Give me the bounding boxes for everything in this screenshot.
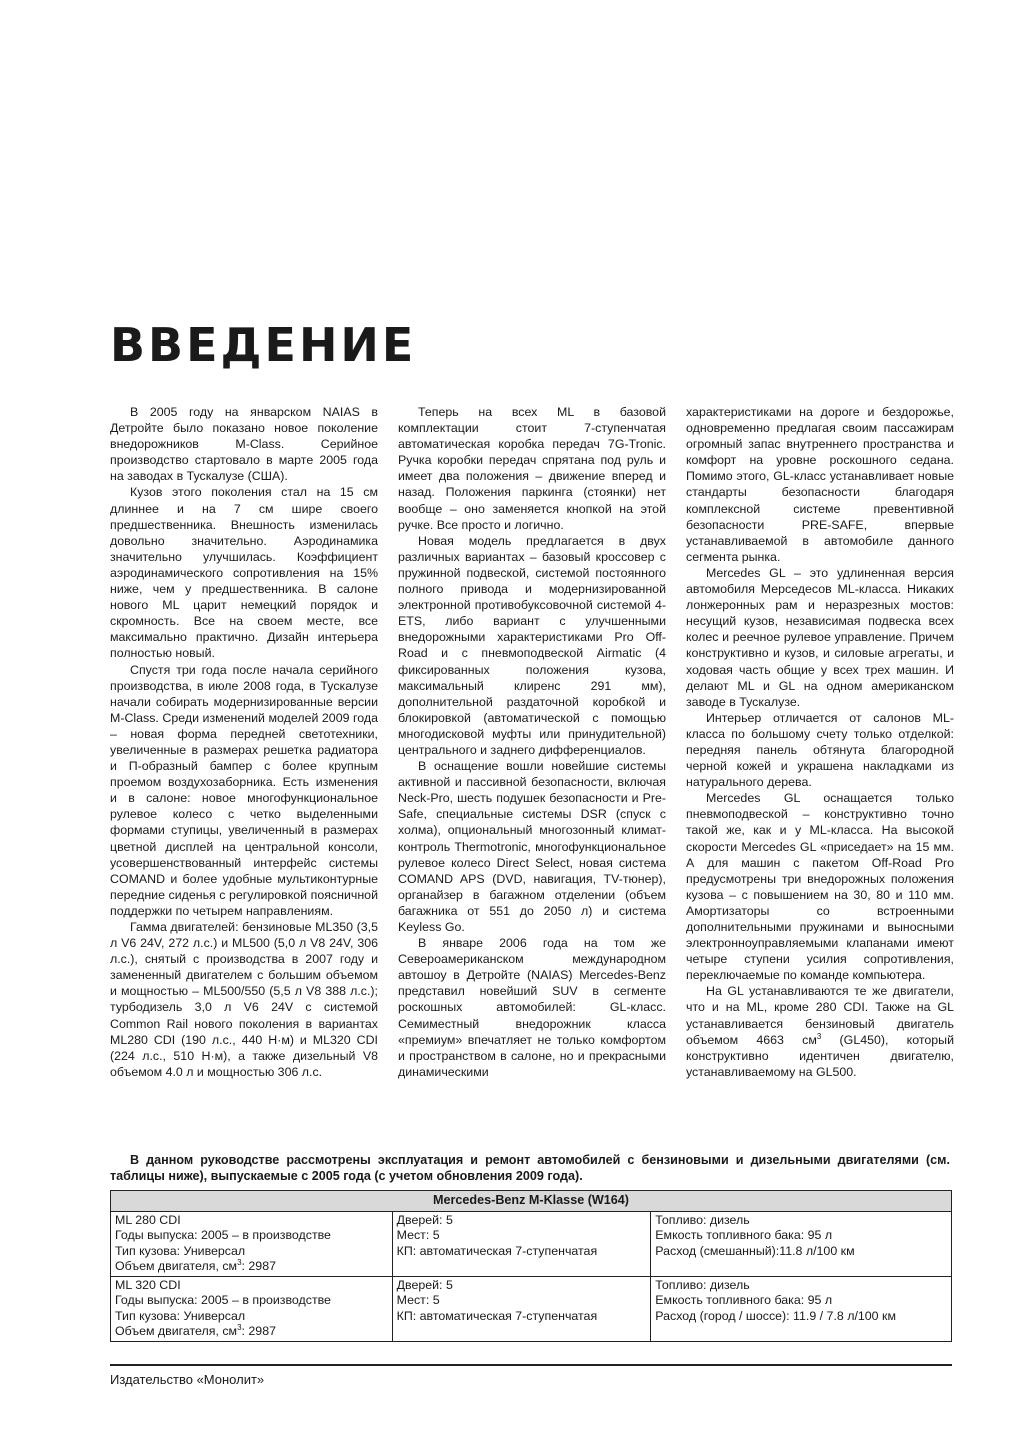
model-body: Тип кузова: Универсал bbox=[115, 1308, 246, 1323]
consumption: Расход (город / шоссе): 11.9 / 7.8 л/100 км bbox=[655, 1308, 896, 1323]
lead-paragraph: В данном руководстве рассмотрены эксплуатация и ремонт автомобилей с бензиновыми и дизельными двигателями (см. таблицы ниже), выпускаемые с 2005 года (с учетом обновления 2009 года). bbox=[110, 1153, 950, 1183]
seats: Мест: 5 bbox=[396, 1228, 440, 1242]
paragraph: В 2005 году на январском NAIAS в Детройте было показано новое поколение внедорожников M-Class. Серийное производство стартовало в марте 2005 года на заводах в Тускалузе (США). bbox=[110, 405, 378, 484]
page-title: ВВЕДЕНИЕ bbox=[110, 318, 417, 372]
column-3 bbox=[686, 404, 954, 1136]
paragraph: Mercedes GL оснащается только пневмоподвеской – конструктивно точно такой же, как и у ML-класса. На высокой скорости Mercedes GL «приседает» на 15 мм. А для машин с пакетом Off-Road Pro предусмотрены три внедорожных положения кузова – с повышением на 30, 80 и 110 мм. Амортизаторы со встроенными дополнительными пружинами и выносными электронноуправляемыми клапанами имеют четыре ступени усилия сопротивления, переключаемые по команде компьютера. bbox=[686, 791, 954, 983]
paragraph: Новая модель предлагается в двух различных вариантах – базовый кроссовер с пружинной подвеской, системой постоянного полного привода и модернизированной электронной противобуксовочной системой 4-ETS, либо вариант с улучшенными внедорожными характеристиками Pro Off-Road и с пневмоподвеской Airmatic (4 фиксированных положения кузова, максимальный клиренс 291 мм), дополнительной раздаточной коробкой и блокировкой (автоматической с помощью многодисковой муфты или принудительной) центрального и заднего дифференциалов. bbox=[398, 533, 666, 757]
displacement-label: Объем двигателя, см bbox=[115, 1259, 238, 1273]
paragraph: Кузов этого поколения стал на 15 см длиннее и на 7 см шире своего предшественника. Внешность изменилась довольно значительно. Аэродинамика значительно улучшилась. Коэффициент аэродинамического сопротивления на 15% ниже, чем у предшественника. В салоне нового ML царит немецкий порядок и скромность. Все на своем месте, все максимально практично. Дизайн интерьера полностью новый. bbox=[110, 485, 378, 661]
displacement-value: : 2987 bbox=[241, 1259, 276, 1273]
paragraph: Теперь на всех ML в базовой комплектации стоит 7-ступенчатая автоматическая коробка передач 7G-Tronic. Ручка коробки передач спрятана под руль и имеет два положения – движение вперед и назад. Положения паркинга (стоянки) нет вообще – оно заменяется кнопкой на этой ручке. Все просто и логично. bbox=[398, 405, 666, 532]
seats: Мест: 5 bbox=[396, 1293, 440, 1307]
doors: Дверей: 5 bbox=[396, 1212, 453, 1227]
fuel-cell bbox=[651, 1211, 952, 1276]
table-row bbox=[111, 1211, 952, 1276]
paragraph: Интерьер отличается от салонов ML-класса по большому счету только отделкой: передняя панель обтянута благородной черной кожей и украшена накладками из натурального дерева. bbox=[686, 710, 954, 790]
text-fragment: (GL450), который конструктивно идентичен двигателю, устанавливаемому на GL500. bbox=[686, 1032, 954, 1079]
doors: Дверей: 5 bbox=[396, 1277, 453, 1292]
paragraph: Спустя три года после начала серийного производства, в июле 2008 года, в Тускалузе начали собирать модернизированные версии M-Class. Среди изменений моделей 2009 года – новая форма передней светотехники, увеличенные в размерах решетка радиатора и П-образный бампер с более крупным проемом воздухозаборника. Есть изменения и в салоне: новое многофункциональное рулевое колесо с четко выделенными формами ступицы, увеличенный в размерах цветной дисплей на центральной консоли, усовершенствованный интерфейс системы COMAND и более удобные мультиконтурные передние сиденья с регулировкой поясничной поддержки по четырем направлениям. bbox=[110, 662, 378, 918]
model-cell bbox=[111, 1211, 393, 1276]
column-1 bbox=[110, 404, 378, 1136]
consumption: Расход (смешанный):11.8 л/100 км bbox=[655, 1243, 855, 1258]
model-years: Годы выпуска: 2005 – в производстве bbox=[115, 1228, 331, 1242]
text-columns bbox=[110, 404, 954, 1136]
paragraph: Mercedes GL – это удлиненная версия автомобиля Мерседесов ML-класса. Никаких лонжеронных рам и неразрезных мостов: несущий кузов, независимая подвеска всех колес и реечное рулевое управление. Причем конструктивно и кузов, и силовые агрегаты, и ходовая часть общие у всех трех машин. И делают ML и GL на одном американском заводе в Тускалузе. bbox=[686, 565, 954, 709]
gearbox: КП: автоматическая 7-ступенчатая bbox=[396, 1243, 598, 1258]
paragraph: В январе 2006 года на том же Североамериканском международном автошоу в Детройте (NAIAS) Mercedes-Benz представил новейший SUV в сегменте роскошных автомобилей: GL-класс. Семиместный внедорожник класса «премиум» впечатляет не только комфортом и пространством в салоне, но и прекрасными динамическими bbox=[398, 936, 666, 1079]
model-name: ML 280 CDI bbox=[115, 1212, 181, 1227]
footer-publisher: Издательство «Монолит» bbox=[110, 1372, 265, 1387]
tank: Емкость топливного бака: 95 л bbox=[655, 1293, 833, 1307]
model-displacement bbox=[115, 1324, 388, 1340]
paragraph-last bbox=[686, 983, 954, 1080]
fuel: Топливо: дизель bbox=[655, 1277, 750, 1292]
model-cell bbox=[111, 1276, 393, 1341]
superscript: 3 bbox=[237, 1257, 242, 1267]
text-fragment: На GL устанавливаются те же двигатели, что и на ML, кроме 280 CDI. Также на GL устанавливается бензиновый двигатель объемом 4663 см bbox=[686, 984, 954, 1047]
table-header: Mercedes-Benz M-Klasse (W164) bbox=[111, 1191, 952, 1212]
gearbox: КП: автоматическая 7-ступенчатая bbox=[396, 1308, 598, 1323]
paragraph: В оснащение вошли новейшие системы активной и пассивной безопасности, включая Neck-Pro, шесть подушек безопасности и Pre-Safe, специальные системы DSR (спуск с холма), опциональный многозонный климат-контроль Thermotronic, многофункциональное рулевое колесо Direct Select, новая система COMAND APS (DVD, навигация, TV-тюнер), органайзер в багажном отделении (объем багажника от 551 до 2050 л) и система Keyless Go. bbox=[398, 759, 666, 934]
model-displacement bbox=[115, 1259, 388, 1275]
paragraph: Гамма двигателей: бензиновые ML350 (3,5 л V6 24V, 272 л.с.) и ML500 (5,0 л V8 24V, 306 л.с.), снятый с производства в 2007 году и замененный двигателем с большим объемом и мощностью – ML500/550 (5,5 л V8 388 л.с.); турбодизель 3,0 л V6 24V с системой Common Rail нового поколения в вариантах ML280 CDI (190 л.с., 440 Н·м) и ML320 CDI (224 л.с., 510 Н·м), а также дизельный V8 объемом 4.0 л и мощностью 306 л.с. bbox=[110, 920, 378, 1079]
model-body: Тип кузова: Универсал bbox=[115, 1243, 246, 1258]
column-2 bbox=[398, 404, 666, 1136]
model-name: ML 320 CDI bbox=[115, 1277, 181, 1292]
body-cell bbox=[392, 1276, 651, 1341]
body-cell bbox=[392, 1211, 651, 1276]
table-row bbox=[111, 1276, 952, 1341]
displacement-label: Объем двигателя, см bbox=[115, 1324, 238, 1338]
spec-table bbox=[110, 1190, 952, 1342]
displacement-value: : 2987 bbox=[241, 1324, 276, 1338]
footer-divider bbox=[110, 1364, 952, 1366]
superscript: 3 bbox=[237, 1322, 242, 1332]
table-header-row bbox=[111, 1191, 952, 1212]
tank: Емкость топливного бака: 95 л bbox=[655, 1228, 833, 1242]
superscript: 3 bbox=[816, 1031, 822, 1041]
fuel-cell bbox=[651, 1276, 952, 1341]
paragraph-continued: характеристиками на дороге и бездорожье, одновременно предлагая своим пассажирам огромный запас внутреннего пространства и комфорт на уровне роскошного седана. Помимо этого, GL-класс устанавливает новые стандарты безопасности благодаря комплексной системе превентивной безопасности PRE-SAFE, впервые устанавливаемой в автомобиле данного сегмента рынка. bbox=[686, 405, 954, 564]
fuel: Топливо: дизель bbox=[655, 1212, 750, 1227]
model-years: Годы выпуска: 2005 – в производстве bbox=[115, 1293, 331, 1307]
